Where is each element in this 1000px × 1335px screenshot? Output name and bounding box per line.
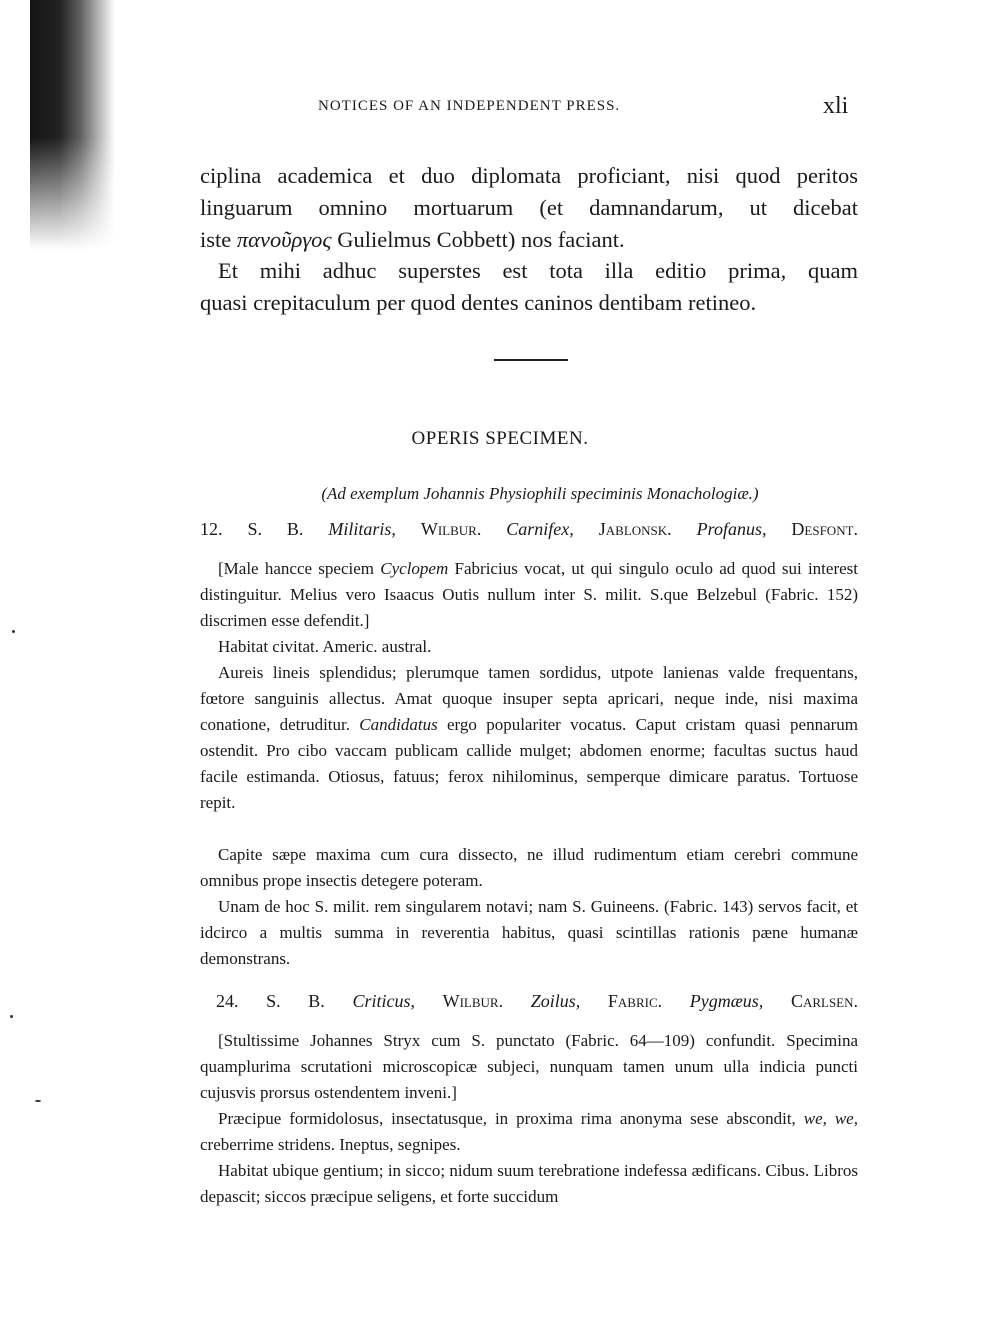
species-name: Zoilus, xyxy=(530,991,581,1011)
section-subtitle: (Ad exemplum Johannis Physiophili speciminis Monachologiæ.) xyxy=(321,484,759,503)
authority: Desfont. xyxy=(791,519,859,539)
text-segment: creberrime stridens. Ineptus, segnipes. xyxy=(200,1135,461,1154)
habitat-paragraph: Habitat ubique gentium; in sicco; nidum suum terebratione indefessa ædificans. Cibus. Libros depascit; siccos præcipue seligens, et forte succidum xyxy=(200,1161,858,1206)
page-number: xli xyxy=(823,93,849,119)
authority: Wilbur. xyxy=(442,991,504,1011)
description-paragraph: Unam de hoc S. milit. rem singularem notavi; nam S. Guineens. (Fabric. 143) servos facit, et idcirco a multis summa in reverentia habitus, quasi scintillas rationis pæne humanæ demonstrans. xyxy=(200,897,858,968)
section-divider xyxy=(494,359,568,361)
greek-word: πανοῦργος xyxy=(236,227,332,252)
italic-term: Candidatus xyxy=(359,715,438,734)
text-segment: [Male hancce speciem xyxy=(218,559,381,578)
entry-note: [Stultissime Johannes Stryx cum S. punctato (Fabric. 64—109) confundit. Specimina quamplurima scrutationi microscopicæ subjeci, nunquam tamen unum ulla indicia puncti cujusvis prorsus ostendentem inveni.] xyxy=(200,1031,858,1102)
authority: Jablonsk. xyxy=(598,519,672,539)
species-name: Militaris, xyxy=(328,519,396,539)
text-line xyxy=(200,224,858,256)
text-line: linguarum omnino mortuarum (et damnandarum, ut dicebat xyxy=(200,195,858,220)
description-paragraph xyxy=(200,660,858,816)
authority: Carlsen. xyxy=(790,991,859,1011)
species-name: Criticus, xyxy=(352,991,415,1011)
scan-speck xyxy=(10,1015,13,1018)
text-line: quasi crepitaculum per quod dentes caninos dentibam retineo. xyxy=(200,290,757,315)
text-line: Et mihi adhuc superstes est tota illa editio prima, quam xyxy=(218,258,858,283)
species-name: Carnifex, xyxy=(506,519,574,539)
entry-heading xyxy=(200,516,858,542)
species-name: Pygmæus, xyxy=(689,991,764,1011)
entry-number: 12. S. B. xyxy=(200,519,304,539)
text-line: ciplina academica et duo diplomata proficiant, nisi quod peritos xyxy=(200,163,858,188)
text-segment: iste xyxy=(200,227,237,252)
text-segment: Fabricius vocat, ut qui singulo oculo ad quod sui interest distinguitur. Melius vero Isaacus Outis nullum inter S. milit. S.que Belzebul (Fabric. 152) discrimen esse defendit.] xyxy=(200,559,858,630)
text-segment: Aureis lineis splendidus; plerumque tamen sordidus, utpote lanienas valde frequentans, fœtore sanguinis allectus. Amat quoque insuper septa apricari, neque inde, nisi maxima conatione, detruditur. xyxy=(200,663,858,734)
italic-term: we, we, xyxy=(803,1109,858,1128)
entry-number: 24. S. B. xyxy=(216,991,325,1011)
authority: Wilbur. xyxy=(420,519,482,539)
description-paragraph xyxy=(200,1106,858,1158)
species-name: Profanus, xyxy=(696,519,767,539)
scan-speck xyxy=(35,1100,41,1102)
text-segment: Præcipue formidolosus, insectatusque, in proxima rima anonyma sese abscondit, xyxy=(218,1109,804,1128)
scan-edge-shadow xyxy=(30,0,115,250)
habitat-line: Habitat civitat. Americ. austral. xyxy=(218,637,432,656)
section-title: OPERIS SPECIMEN. xyxy=(411,428,589,449)
entry-note xyxy=(200,556,858,634)
italic-term: Cyclopem xyxy=(380,559,449,578)
authority: Fabric. xyxy=(607,991,663,1011)
entry-heading xyxy=(216,988,858,1014)
continuation-paragraph xyxy=(200,160,858,256)
scan-speck xyxy=(12,630,15,633)
text-segment: ergo populariter vocatus. Caput cristam quasi pennarum ostendit. Pro cibo vaccam publicam callide mulget; abdomen enorme; facultas suctus haud facile estimanda. Otiosus, fatuus; ferox nihilominus, semperque dimicare paratus. Tortuose repit. xyxy=(200,715,858,812)
closing-paragraph xyxy=(200,255,858,319)
running-head: NOTICES OF AN INDEPENDENT PRESS. xyxy=(318,98,621,114)
description-paragraph: Capite sæpe maxima cum cura dissecto, ne illud rudimentum etiam cerebri commune omnibus prope insectis detegere poteram. xyxy=(200,845,858,890)
text-segment: Gulielmus Cobbett) nos faciant. xyxy=(331,227,625,252)
